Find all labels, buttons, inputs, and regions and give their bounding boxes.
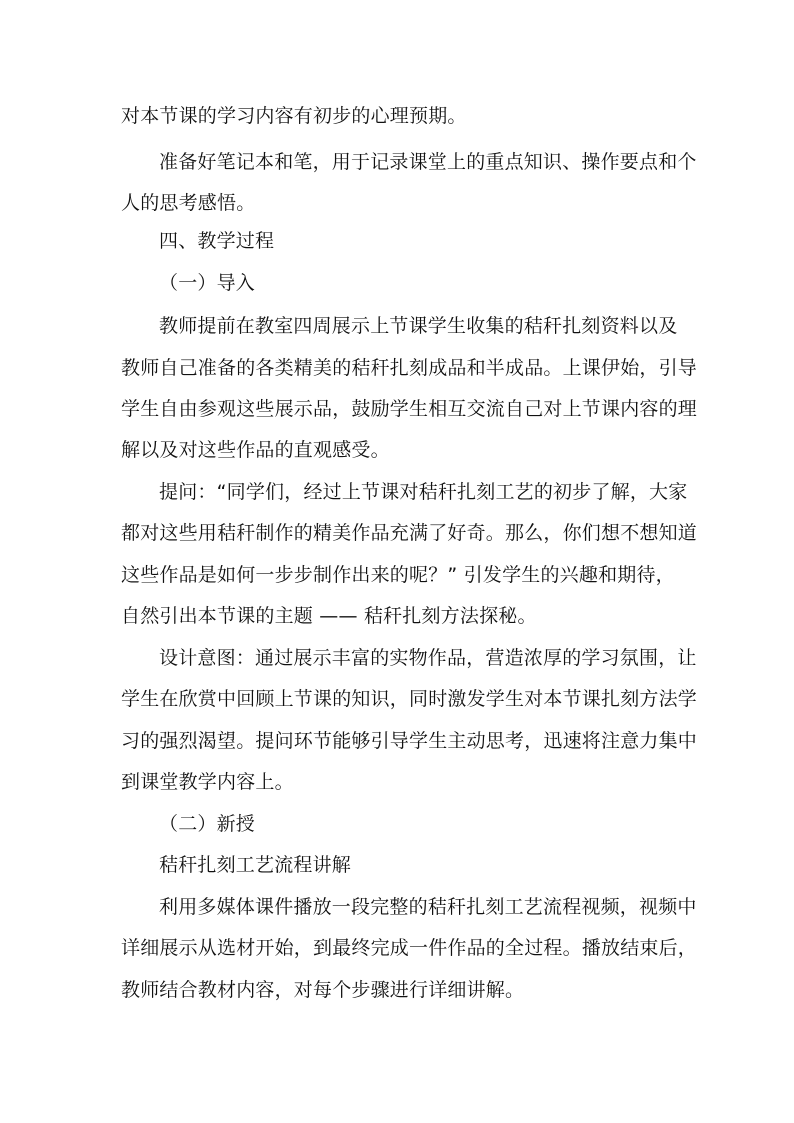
paragraph-line: 自然引出本节课的主题 —— 秸秆扎刻方法探秘。 (121, 605, 537, 627)
subsection-heading: （一）导入 (159, 272, 256, 294)
paragraph-line: 设计意图：通过展示丰富的实物作品，营造浓厚的学习氛围，让 (159, 647, 697, 669)
paragraph-line: 学生自由参观这些展示品，鼓励学生相互交流自己对上节课内容的理 (121, 398, 698, 420)
paragraph-line: 人的思考感悟。 (121, 192, 256, 214)
paragraph-line: 教师自己准备的各类精美的秸秆扎刻成品和半成品。上课伊始，引导 (121, 357, 698, 379)
paragraph-line: 学生在欣赏中回顾上节课的知识，同时激发学生对本节课扎刻方法学 (121, 688, 698, 710)
paragraph-line: 详细展示从选材开始，到最终完成一件作品的全过程。播放结束后， (121, 937, 698, 959)
section-heading: 四、教学过程 (159, 230, 275, 252)
subsection-heading: （二）新授 (159, 813, 256, 835)
paragraph-line: 准备好笔记本和笔，用于记录课堂上的重点知识、操作要点和个 (159, 151, 697, 173)
paragraph-line: 教师提前在教室四周展示上节课学生收集的秸秆扎刻资料以及 (159, 315, 678, 337)
paragraph-line: 解以及对这些作品的直观感受。 (121, 439, 390, 461)
paragraph-line: 对本节课的学习内容有初步的心理预期。 (121, 105, 467, 127)
paragraph-line: 教师结合教材内容，对每个步骤进行详细讲解。 (121, 979, 525, 1001)
paragraph-line: 都对这些用秸秆制作的精美作品充满了好奇。那么，你们想不想知道 (121, 522, 698, 544)
paragraph-line: 习的强烈渴望。提问环节能够引导学生主动思考，迅速将注意力集中 (121, 730, 698, 752)
paragraph-line: 提问：“同学们，经过上节课对秸秆扎刻工艺的初步了解，大家 (159, 481, 688, 503)
paragraph-line: 到课堂教学内容上。 (121, 771, 294, 793)
paragraph-line: 利用多媒体课件播放一段完整的秸秆扎刻工艺流程视频，视频中 (159, 896, 697, 918)
paragraph-heading: 秸秆扎刻工艺流程讲解 (159, 854, 352, 876)
paragraph-line: 这些作品是如何一步步制作出来的呢？” 引发学生的兴趣和期待， (121, 564, 675, 586)
